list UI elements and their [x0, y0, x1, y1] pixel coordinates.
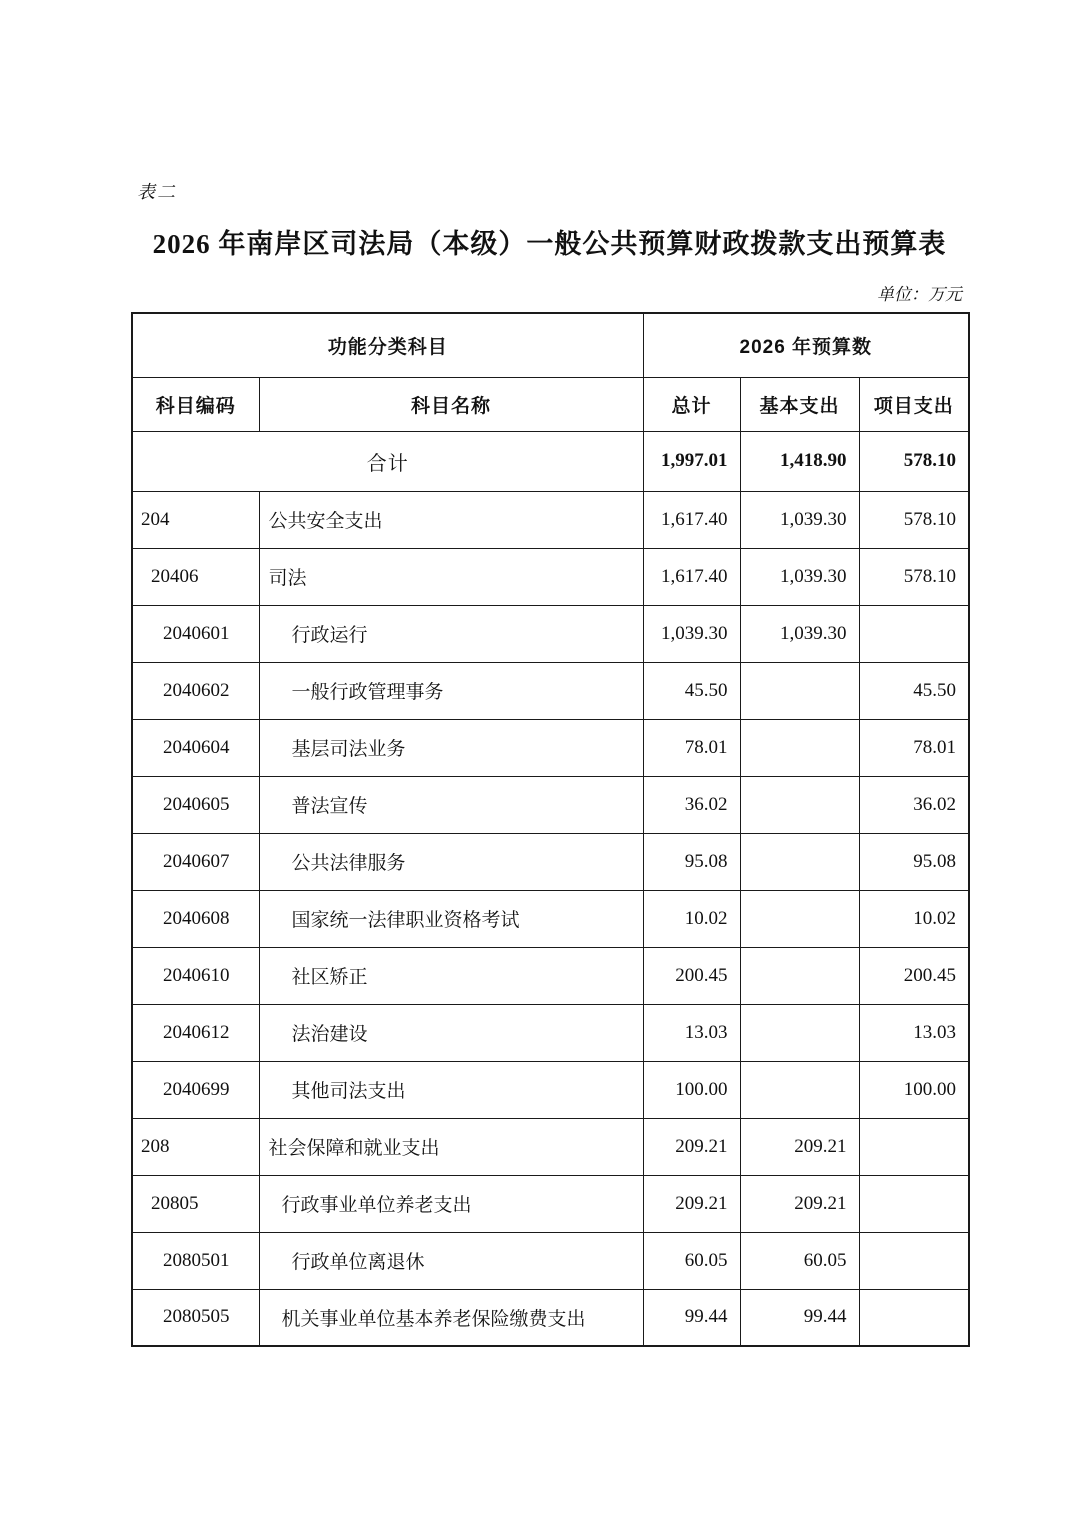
cell-code: 2040602 [132, 662, 259, 719]
table-row [132, 833, 969, 890]
header-total: 总计 [643, 377, 740, 431]
cell-code: 2040605 [132, 776, 259, 833]
cell-name: 社区矫正 [259, 947, 643, 1004]
cell-project: 10.02 [859, 890, 969, 947]
cell-project [859, 605, 969, 662]
table-header [132, 313, 969, 431]
cell-name: 基层司法业务 [259, 719, 643, 776]
cell-total: 10.02 [643, 890, 740, 947]
cell-name: 公共法律服务 [259, 833, 643, 890]
cell-total: 1,617.40 [643, 491, 740, 548]
cell-total: 45.50 [643, 662, 740, 719]
cell-project: 13.03 [859, 1004, 969, 1061]
cell-project [859, 1232, 969, 1289]
budget-table [131, 312, 970, 1347]
cell-project: 200.45 [859, 947, 969, 1004]
cell-total: 1,039.30 [643, 605, 740, 662]
cell-name: 其他司法支出 [259, 1061, 643, 1118]
cell-total: 200.45 [643, 947, 740, 1004]
cell-code: 2040608 [132, 890, 259, 947]
cell-name: 公共安全支出 [259, 491, 643, 548]
cell-basic [740, 662, 859, 719]
cell-basic [740, 1004, 859, 1061]
table-row [132, 662, 969, 719]
table-row [132, 776, 969, 833]
table-row [132, 1289, 969, 1346]
cell-code: 2040610 [132, 947, 259, 1004]
cell-basic [740, 890, 859, 947]
total-row-label: 合计 [132, 431, 643, 491]
total-row [132, 431, 969, 491]
cell-total: 95.08 [643, 833, 740, 890]
total-row-basic: 1,418.90 [740, 431, 859, 491]
cell-total: 99.44 [643, 1289, 740, 1346]
table-row [132, 1061, 969, 1118]
cell-code: 2040699 [132, 1061, 259, 1118]
header-group-row [132, 313, 969, 377]
cell-project: 100.00 [859, 1061, 969, 1118]
header-budget-2026: 2026 年预算数 [643, 313, 969, 377]
header-sub-row [132, 377, 969, 431]
cell-project: 578.10 [859, 548, 969, 605]
table-row [132, 548, 969, 605]
cell-project: 78.01 [859, 719, 969, 776]
table-row [132, 890, 969, 947]
cell-name: 机关事业单位基本养老保险缴费支出 [259, 1289, 643, 1346]
cell-name: 行政运行 [259, 605, 643, 662]
cell-name: 普法宣传 [259, 776, 643, 833]
header-subject-name: 科目名称 [259, 377, 643, 431]
cell-code: 2040604 [132, 719, 259, 776]
cell-name: 国家统一法律职业资格考试 [259, 890, 643, 947]
cell-basic [740, 719, 859, 776]
cell-name: 一般行政管理事务 [259, 662, 643, 719]
cell-name: 法治建设 [259, 1004, 643, 1061]
cell-basic [740, 947, 859, 1004]
cell-project: 45.50 [859, 662, 969, 719]
cell-name: 司法 [259, 548, 643, 605]
table-row [132, 719, 969, 776]
cell-project [859, 1118, 969, 1175]
cell-total: 209.21 [643, 1118, 740, 1175]
cell-project [859, 1289, 969, 1346]
cell-basic: 209.21 [740, 1118, 859, 1175]
cell-name: 社会保障和就业支出 [259, 1118, 643, 1175]
cell-basic [740, 1061, 859, 1118]
cell-code: 2080501 [132, 1232, 259, 1289]
table-row [132, 1232, 969, 1289]
total-row-project: 578.10 [859, 431, 969, 491]
cell-code: 20805 [132, 1175, 259, 1232]
page-title: 2026 年南岸区司法局（本级）一般公共预算财政拨款支出预算表 [152, 229, 947, 259]
cell-basic [740, 776, 859, 833]
cell-name: 行政单位离退休 [259, 1232, 643, 1289]
cell-total: 60.05 [643, 1232, 740, 1289]
cell-basic: 1,039.30 [740, 605, 859, 662]
header-basic-expenditure: 基本支出 [740, 377, 859, 431]
cell-total: 36.02 [643, 776, 740, 833]
cell-code: 204 [132, 491, 259, 548]
total-row-total: 1,997.01 [643, 431, 740, 491]
header-function-category: 功能分类科目 [132, 313, 643, 377]
cell-project [859, 1175, 969, 1232]
table-label: 表二 [137, 182, 177, 202]
cell-code: 2040601 [132, 605, 259, 662]
cell-code: 2040612 [132, 1004, 259, 1061]
cell-total: 209.21 [643, 1175, 740, 1232]
cell-project: 578.10 [859, 491, 969, 548]
header-project-expenditure: 项目支出 [859, 377, 969, 431]
cell-total: 1,617.40 [643, 548, 740, 605]
cell-name: 行政事业单位养老支出 [259, 1175, 643, 1232]
cell-code: 2040607 [132, 833, 259, 890]
header-subject-code: 科目编码 [132, 377, 259, 431]
table-row [132, 1118, 969, 1175]
cell-basic: 209.21 [740, 1175, 859, 1232]
table-row [132, 947, 969, 1004]
cell-basic [740, 833, 859, 890]
cell-project: 95.08 [859, 833, 969, 890]
table-row [132, 605, 969, 662]
cell-total: 78.01 [643, 719, 740, 776]
table-row [132, 1175, 969, 1232]
table-body [132, 431, 969, 1346]
table-row [132, 1004, 969, 1061]
cell-total: 100.00 [643, 1061, 740, 1118]
cell-basic: 60.05 [740, 1232, 859, 1289]
unit-note: 单位：万元 [877, 285, 962, 304]
cell-basic: 1,039.30 [740, 548, 859, 605]
table-row [132, 491, 969, 548]
cell-code: 2080505 [132, 1289, 259, 1346]
cell-basic: 1,039.30 [740, 491, 859, 548]
cell-code: 20406 [132, 548, 259, 605]
cell-project: 36.02 [859, 776, 969, 833]
cell-code: 208 [132, 1118, 259, 1175]
cell-basic: 99.44 [740, 1289, 859, 1346]
cell-total: 13.03 [643, 1004, 740, 1061]
